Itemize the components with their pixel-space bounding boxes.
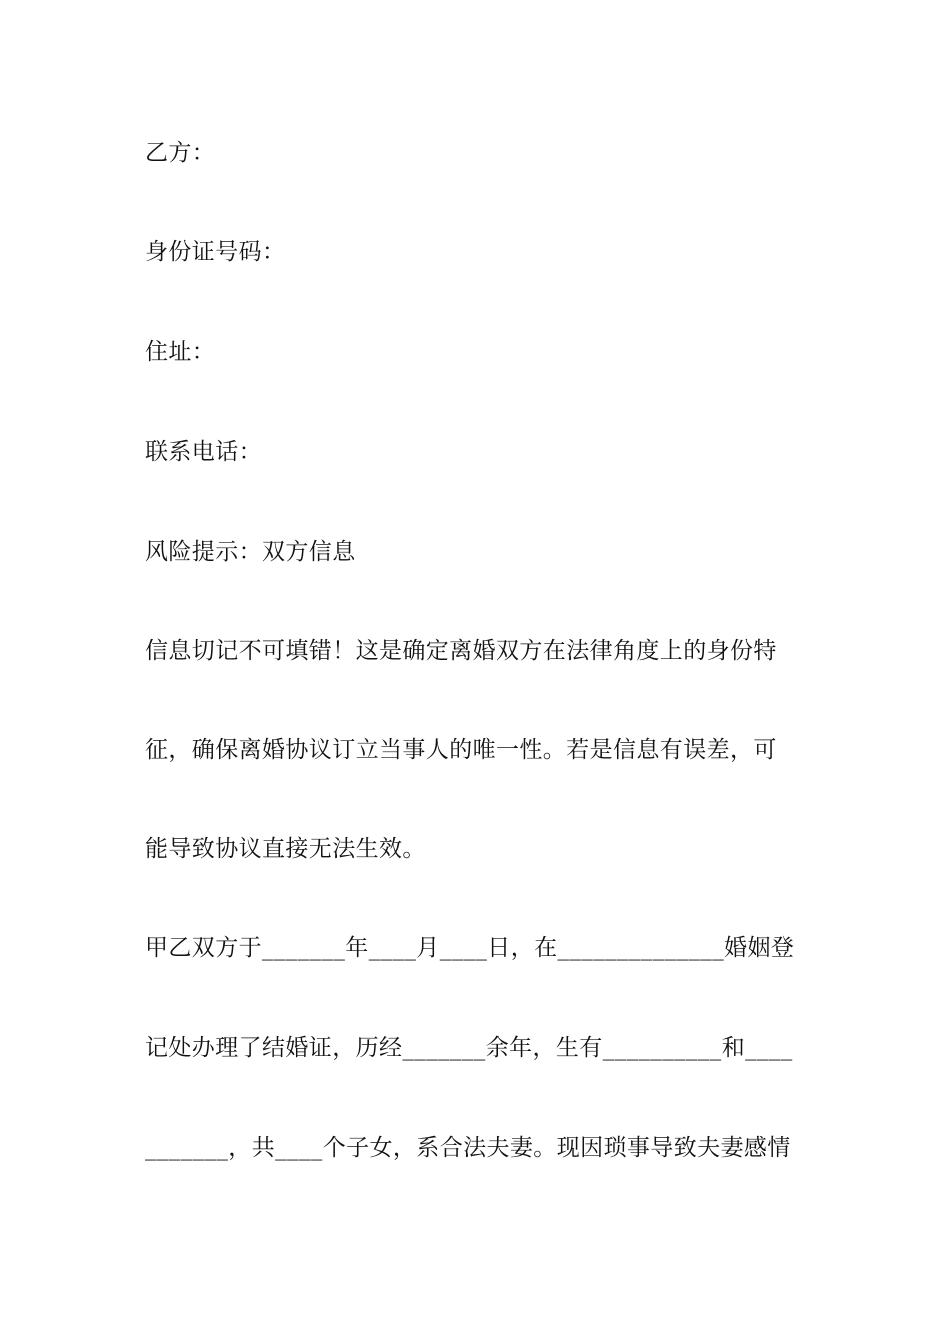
risk-notice-heading: 风险提示：双方信息 xyxy=(145,539,356,565)
marriage-clause-line-3: _______，共____个子女，系合法夫妻。现因琐事导致夫妻感情 xyxy=(145,1135,791,1161)
phone-label: 联系电话： xyxy=(145,439,262,465)
address-label: 住址： xyxy=(145,339,216,365)
marriage-clause-line-1: 甲乙双方于_______年____月____日，在______________婚姻登 xyxy=(145,935,795,961)
risk-notice-text-line-3: 能导致协议直接无法生效。 xyxy=(145,836,426,862)
party-b-label: 乙方： xyxy=(145,140,216,166)
risk-notice-text-line-1: 信息切记不可填错！这是确定离婚双方在法律角度上的身份特 xyxy=(145,638,777,664)
risk-notice-text-line-2: 征，确保离婚协议订立当事人的唯一性。若是信息有误差，可 xyxy=(145,737,777,763)
id-number-label: 身份证号码： xyxy=(145,239,286,265)
marriage-clause-line-2: 记处办理了结婚证，历经_______余年，生有__________和____ xyxy=(145,1035,793,1061)
